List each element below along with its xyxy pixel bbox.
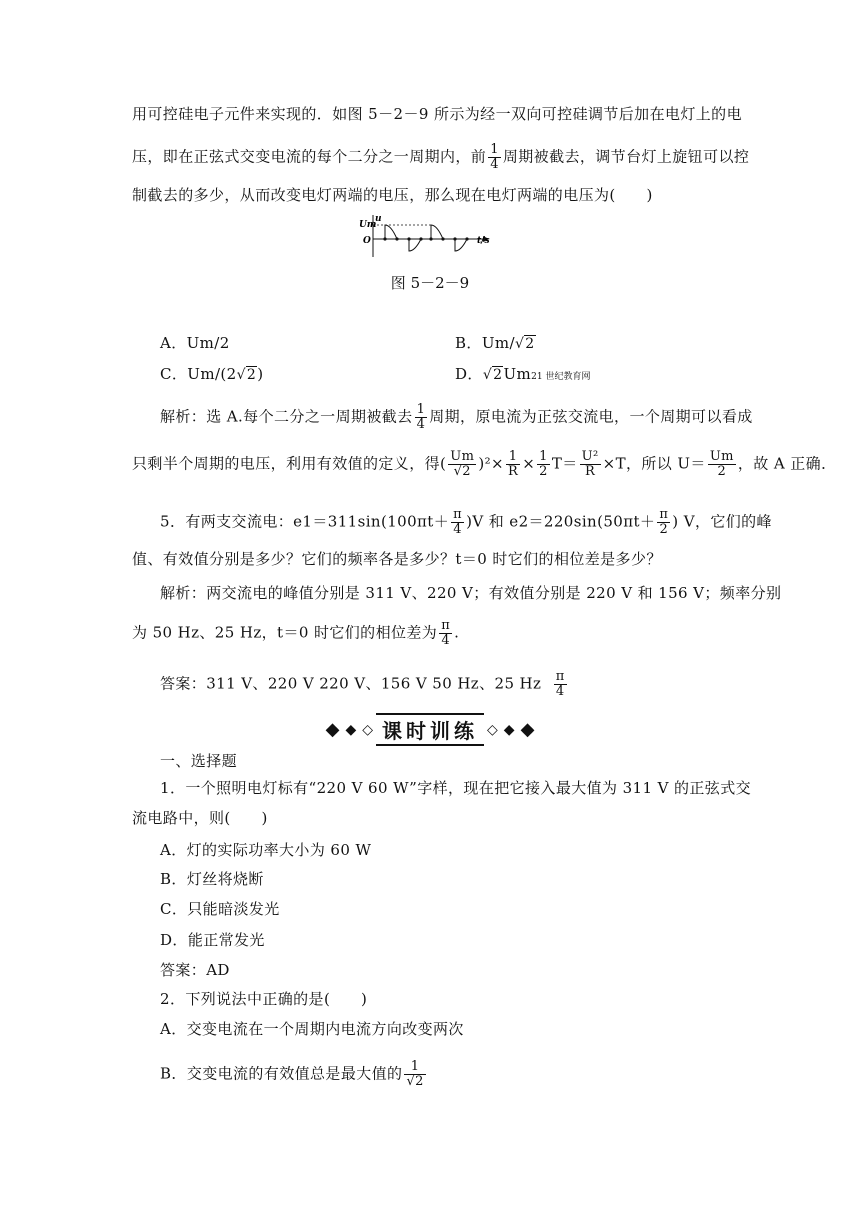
label-um: Um bbox=[359, 220, 377, 230]
question-1-option-b: B．灯丝将烧断 bbox=[160, 870, 264, 888]
question-2: 2．下列说法中正确的是( ) bbox=[160, 990, 368, 1008]
question-2-option-a: A．交变电流在一个周期内电流方向改变两次 bbox=[160, 1020, 464, 1038]
banner-title: 课时训练 bbox=[376, 713, 484, 746]
option-a: A．Um/2 bbox=[160, 334, 230, 352]
waveform-pos-1 bbox=[385, 225, 397, 239]
diamond-icon: ◇ bbox=[487, 721, 498, 738]
answer-1: 答案：AD bbox=[160, 961, 230, 979]
intro-line-3: 制截去的多少，从而改变电灯两端的电压，那么现在电灯两端的电压为( ) bbox=[132, 186, 653, 204]
diamond-icon: ◆ bbox=[345, 721, 357, 738]
intro-line-1: 用可控硅电子元件来实现的．如图 5－2－9 所示为经一双向可控硅调节后加在电灯上的电 bbox=[132, 105, 742, 123]
diamond-icon: ◆ bbox=[325, 719, 340, 740]
option-b: B．Um/√2 bbox=[455, 334, 535, 352]
question-1-line-2: 流电路中，则( ) bbox=[132, 809, 268, 827]
watermark-text: 21 世纪教育网 bbox=[531, 372, 591, 382]
figure-caption: 图 5－2－9 bbox=[390, 274, 470, 292]
question-1-option-c: C．只能暗淡发光 bbox=[160, 900, 280, 918]
answer-5: 答案：311 V、220 V 220 V、156 V 50 Hz、25 Hz $\frac{\pi}{4}$ bbox=[160, 669, 565, 699]
question-1-option-a: A．灯的实际功率大小为 60 W bbox=[160, 841, 372, 859]
diamond-icon: ◇ bbox=[362, 721, 373, 738]
question-1-option-d: D．能正常发光 bbox=[160, 931, 265, 949]
analysis-4-line-2: 只剩半个周期的电压，利用有效值的定义，得( $\frac{Um}{√2}$ )²× $\frac{1}{R}$ × $\frac{1}{2}$ T＝ $\frac{\text{U²}}{R}$ ×T，所以 U＝ $\frac{Um}{2}$ ，故 A 正确． bbox=[132, 449, 837, 479]
analysis-5-line-2: 为 50 Hz、25 Hz，t＝0 时它们的相位差为 $\frac{\pi}{4}$ . bbox=[132, 618, 460, 648]
question-5-line-2: 值、有效值分别是多少？它们的频率各是多少？t＝0 时它们的相位差是多少？ bbox=[132, 550, 662, 568]
voltage-waveform-figure bbox=[359, 213, 505, 259]
intro-line-2: 压，即在正弦式交变电流的每个二分之一周期内，前 $\frac{1}{4}$ 周期被截去，调节台灯上旋钮可以控 bbox=[132, 142, 750, 172]
analysis-5-line-1: 解析：两交流电的峰值分别是 311 V、220 V；有效值分别是 220 V 和 156 V；频率分别 bbox=[160, 584, 782, 602]
label-u: u bbox=[375, 214, 382, 224]
question-1-line-1: 1．一个照明电灯标有“220 V 60 W”字样，现在把它接入最大值为 311 V 的正弦式交 bbox=[160, 779, 751, 797]
waveform-neg-2 bbox=[455, 239, 467, 251]
diamond-icon: ◆ bbox=[503, 721, 515, 738]
label-origin: O bbox=[363, 236, 371, 246]
question-5-line-1: 5．有两支交流电：e1＝311sin(100πt＋ $\frac{\pi}{4}$ )V 和 e2＝220sin(50πt＋ $\frac{\pi}{2}$ ) V，它们的峰 bbox=[160, 507, 772, 537]
waveform-pos-2 bbox=[431, 225, 443, 239]
fraction: $\frac{1}{4}$ bbox=[490, 142, 499, 172]
analysis-4-line-1: 解析：选 A.每个二分之一周期被截去 $\frac{1}{4}$ 周期，原电流为正弦交流电，一个周期可以看成 bbox=[160, 402, 753, 432]
waveform-neg-1 bbox=[409, 239, 421, 251]
label-t: t/s bbox=[477, 236, 490, 246]
question-2-option-b: B．交变电流的有效值总是最大值的 $\frac{1}{√2}$ bbox=[160, 1059, 424, 1089]
option-d: D．√2Um21 世纪教育网 bbox=[455, 365, 591, 383]
diamond-icon: ◆ bbox=[520, 719, 535, 740]
section-heading: 一、选择题 bbox=[160, 752, 238, 770]
option-c: C．Um/(2√2) bbox=[160, 365, 264, 383]
section-banner bbox=[0, 713, 860, 746]
